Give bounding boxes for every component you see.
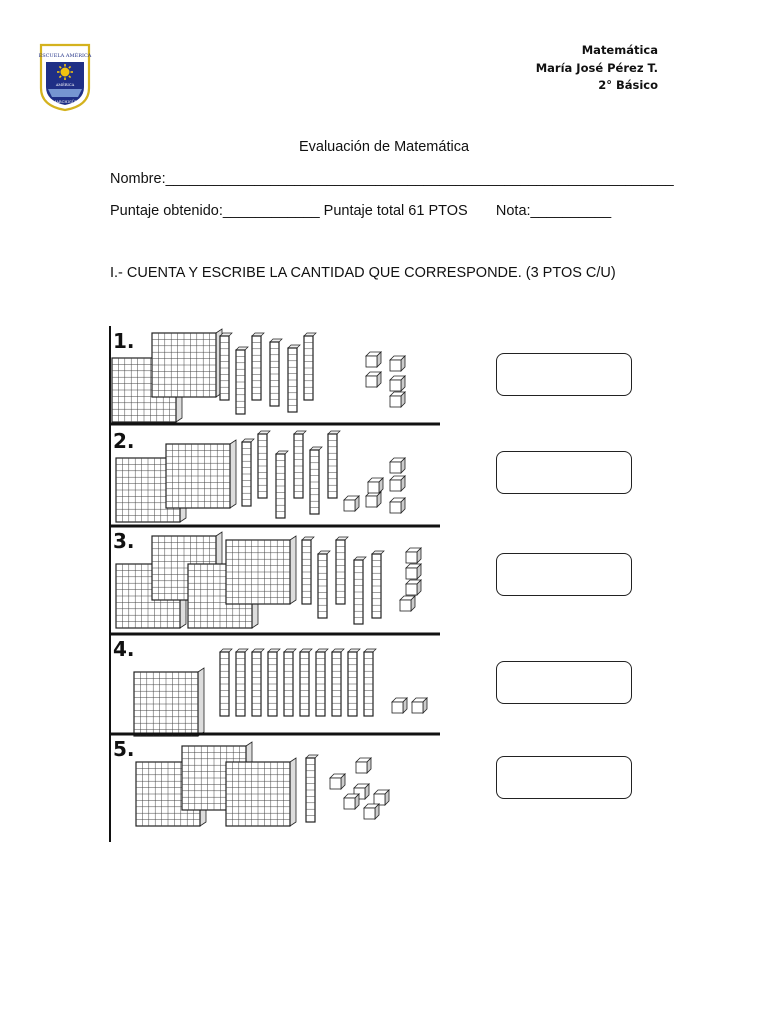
ten-rod bbox=[220, 333, 232, 400]
one-cube bbox=[390, 476, 405, 491]
one-cube bbox=[330, 774, 345, 789]
teacher-name: María José Pérez T. bbox=[535, 60, 658, 75]
ten-rod bbox=[354, 557, 366, 624]
exercise-4-blocks bbox=[110, 637, 440, 736]
one-cube bbox=[392, 698, 407, 713]
ten-rod bbox=[304, 333, 316, 400]
ten-rod bbox=[252, 333, 264, 400]
ten-rod bbox=[302, 537, 314, 604]
ten-rod bbox=[318, 551, 330, 618]
logo-bottom-text: MARCHIGÜE bbox=[52, 100, 78, 104]
exercise-4-label: 4. bbox=[113, 637, 135, 661]
ten-rod bbox=[236, 347, 248, 414]
one-cube bbox=[390, 376, 405, 391]
ten-rod bbox=[242, 439, 254, 506]
ten-rod bbox=[316, 649, 328, 716]
ten-rod bbox=[236, 649, 248, 716]
ten-rod bbox=[270, 339, 282, 406]
answer-box-5[interactable] bbox=[496, 756, 632, 799]
ten-rod bbox=[364, 649, 376, 716]
one-cube bbox=[390, 392, 405, 407]
ten-rod bbox=[258, 431, 270, 498]
one-cube bbox=[406, 564, 421, 579]
ten-rod bbox=[310, 447, 322, 514]
answer-box-4[interactable] bbox=[496, 661, 632, 704]
answer-box-1[interactable] bbox=[496, 353, 632, 396]
ten-rod bbox=[284, 649, 296, 716]
ten-rod bbox=[268, 649, 280, 716]
school-logo bbox=[38, 42, 92, 112]
hundred-flat bbox=[226, 758, 296, 826]
one-cube bbox=[374, 790, 389, 805]
one-cube bbox=[356, 758, 371, 773]
grade-label: 2° Básico bbox=[598, 78, 658, 92]
exercise-5-blocks bbox=[113, 737, 389, 826]
one-cube bbox=[364, 804, 379, 819]
one-cube bbox=[368, 478, 383, 493]
answer-box-2[interactable] bbox=[496, 451, 632, 494]
ten-rod bbox=[372, 551, 384, 618]
sun-icon bbox=[57, 64, 73, 80]
hundred-flat bbox=[152, 329, 222, 397]
exercise-5-label: 5. bbox=[113, 737, 135, 761]
one-cube bbox=[390, 356, 405, 371]
ten-rod bbox=[348, 649, 360, 716]
ten-rod bbox=[306, 755, 318, 822]
ten-rod bbox=[328, 431, 340, 498]
exercise-2-label: 2. bbox=[113, 429, 135, 453]
subject-label: Matemática bbox=[581, 43, 658, 57]
exercise-1-label: 1. bbox=[113, 329, 135, 353]
ten-rod bbox=[336, 537, 348, 604]
exercise-1-blocks bbox=[110, 329, 440, 424]
ten-rod bbox=[300, 649, 312, 716]
one-cube bbox=[366, 372, 381, 387]
ten-rod bbox=[288, 345, 300, 412]
one-cube bbox=[406, 548, 421, 563]
one-cube bbox=[344, 496, 359, 511]
logo-center-text: AMÉRICA bbox=[55, 83, 75, 87]
hundred-flat bbox=[134, 668, 204, 736]
answer-box-3[interactable] bbox=[496, 553, 632, 596]
header-info bbox=[536, 42, 658, 95]
ten-rod bbox=[252, 649, 264, 716]
one-cube bbox=[412, 698, 427, 713]
hundred-flat bbox=[226, 536, 296, 604]
one-cube bbox=[344, 794, 359, 809]
name-field-line[interactable]: Nombre:_______________________________________________________________ bbox=[110, 171, 674, 187]
section-instruction: I.- CUENTA Y ESCRIBE LA CANTIDAD QUE CORRESPONDE. (3 PTOS C/U) bbox=[110, 265, 616, 281]
one-cube bbox=[390, 498, 405, 513]
ten-rod bbox=[220, 649, 232, 716]
exercise-3-blocks bbox=[110, 529, 440, 634]
score-field-line[interactable]: Puntaje obtenido:____________ Puntaje total 61 PTOS Nota:__________ bbox=[110, 203, 612, 219]
base-ten-blocks-figure bbox=[108, 326, 444, 842]
document-title: Evaluación de Matemática bbox=[298, 139, 470, 155]
ten-rod bbox=[294, 431, 306, 498]
one-cube bbox=[406, 580, 421, 595]
one-cube bbox=[400, 596, 415, 611]
hundred-flat bbox=[166, 440, 236, 508]
ten-rod bbox=[276, 451, 288, 518]
one-cube bbox=[366, 352, 381, 367]
ten-rod bbox=[332, 649, 344, 716]
one-cube bbox=[390, 458, 405, 473]
exercise-2-blocks bbox=[110, 429, 440, 526]
one-cube bbox=[366, 492, 381, 507]
logo-top-text: ESCUELA AMÉRICA bbox=[38, 53, 92, 59]
exercise-3-label: 3. bbox=[113, 529, 135, 553]
